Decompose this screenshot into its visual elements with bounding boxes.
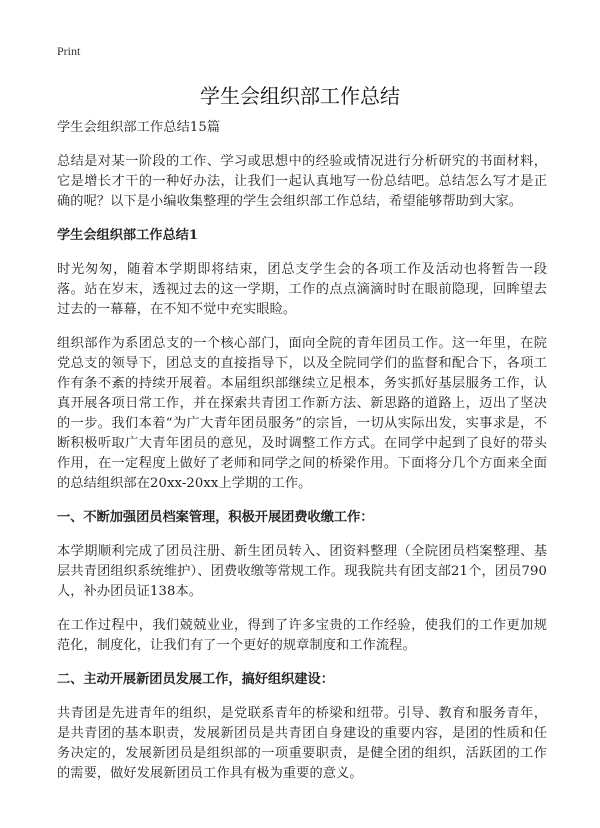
heading-part-two: 二、主动开展新团员发展工作，搞好组织建设： xyxy=(57,672,334,687)
paragraph-5: 共青团是先进青年的组织，是党联系青年的桥梁和纽带。引导、教育和服务青年，是共青团的基本职责，发展新团员是共青团自身建设的重要内容，是团的性质和任务决定的，发展新团员是组织部的一项重要职责，是健全团的组织，活跃团的工作的需要，做好发展新团员工作具有极为重要的意义。 xyxy=(57,706,547,781)
document-title: 学生会组织部工作总结 xyxy=(200,84,400,108)
paragraph-2: 组织部作为系团总支的一个核心部门，面向全院的青年团员工作。这一年里，在院党总支的领导下，团总支的直接指导下，以及全院同学们的监督和配合下，各项工作有条不紊的持续开展着。本届组织部继续立足根本，务实抓好基层服务工作，认真开展各项日常工作，并在探索共青团工作新方法、新思路的道路上，迈出了坚决的一步。我们本着“为广大青年团员服务”的宗旨，一切从实际出发，实事求是，不断积极听取广大青年团员的意见，及时调整工作方式。在同学中起到了良好的带头作用，在一定程度上做好了老师和同学之间的桥梁作用。下面将分几个方面来全面的总结组织部在20xx-20xx上学期的工作。 xyxy=(57,336,547,491)
intro-paragraph: 总结是对某一阶段的工作、学习或思想中的经验或情况进行分析研究的书面材料，它是增长才干的一种好办法，让我们一起认真地写一份总结吧。总结怎么写才是正确的呢？以下是小编收集整理的学生会组织部工作总结，希望能够帮助到大家。 xyxy=(57,154,547,209)
document-subtitle: 学生会组织部工作总结15篇 xyxy=(57,120,221,135)
document-body xyxy=(57,118,547,798)
section-heading-1: 学生会组织部工作总结1 xyxy=(57,228,199,243)
paragraph-3: 本学期顺利完成了团员注册、新生团员转入、团资料整理（全院团员档案整理、基层共青团组织系统维护）、团费收缴等常规工作。现我院共有团支部21个，团员790人，补办团员证138本。 xyxy=(57,544,547,599)
paragraph-1: 时光匆匆，随着本学期即将结束，团总支学生会的各项工作及活动也将暂告一段落。站在岁末，透视过去的这一学期，工作的点点滴滴时时在眼前隐现，回眸望去过去的一幕幕，在不知不觉中充实眼睑。 xyxy=(57,262,547,317)
heading-part-one: 一、不断加强团员档案管理，积极开展团费收缴工作： xyxy=(57,510,374,525)
paragraph-4: 在工作过程中，我们兢兢业业，得到了许多宝贵的工作经验，使我们的工作更加规范化，制度化，让我们有了一个更好的规章制度和工作流程。 xyxy=(57,618,547,653)
print-label: Print xyxy=(57,44,81,58)
